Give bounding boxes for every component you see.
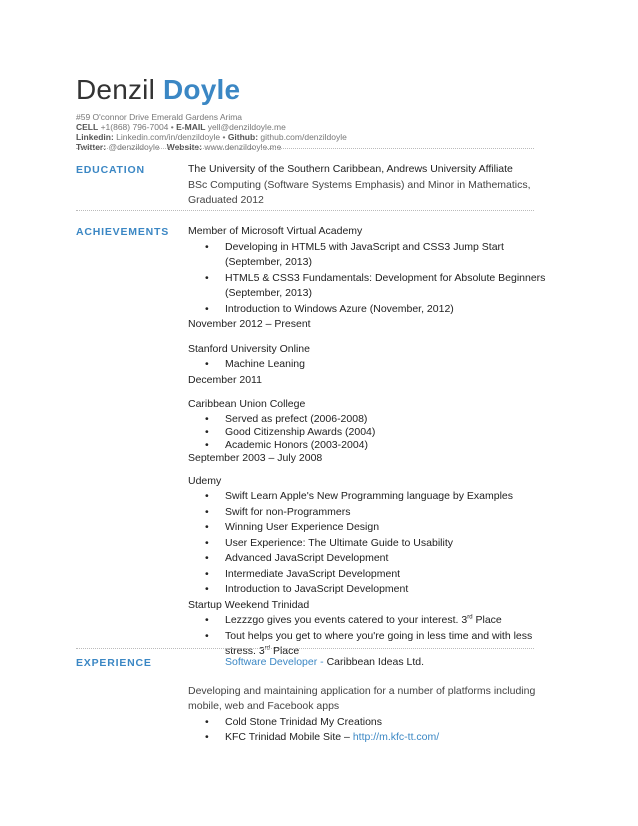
list-item: • Tout helps you get to where you're going in less time and with less stress. 3rd Place <box>188 629 548 660</box>
list-item: • Served as prefect (2006-2008) <box>188 413 548 426</box>
last-name: Doyle <box>163 74 241 105</box>
experience-heading: EXPERIENCE <box>76 657 152 669</box>
list-item: • User Experience: The Ultimate Guide to Usability <box>188 536 548 552</box>
bullet-list <box>188 240 548 318</box>
bullet-list <box>188 413 548 452</box>
twitter-link[interactable]: @denzildoyle <box>108 142 160 152</box>
list-item: • Academic Honors (2003-2004) <box>188 439 548 452</box>
achievement-group <box>188 224 548 333</box>
linkedin-label: Linkedin: <box>76 132 114 142</box>
bullet-list <box>188 357 548 373</box>
achievements-heading: ACHIEVEMENTS <box>76 226 170 238</box>
bullet-list <box>188 715 548 746</box>
kfc-link[interactable]: http://m.kfc-tt.com/ <box>352 731 440 743</box>
contact-block <box>76 112 347 152</box>
list-item: • Developing in HTML5 with JavaScript and CSS3 Jump Start (September, 2013) <box>188 240 548 271</box>
list-item: • HTML5 & CSS3 Fundamentals: Development for Absolute Beginners (September, 2013) <box>188 271 548 302</box>
group-date: September 2003 – July 2008 <box>188 451 323 464</box>
divider <box>76 148 534 149</box>
graduation: Graduated 2012 <box>188 194 264 206</box>
address: #59 O'connor Drive Emerald Gardens Arima <box>76 112 243 122</box>
cell-value: +1(868) 796-7004 <box>100 122 169 132</box>
web-line <box>76 142 347 152</box>
github-link[interactable]: github.com/denzildoyle <box>260 132 347 142</box>
education-content <box>188 162 548 209</box>
website-link[interactable]: www.denzildoyle.me <box>204 142 282 152</box>
achievement-group <box>188 397 548 465</box>
achievement-group <box>188 598 548 660</box>
group-title: Udemy <box>188 474 222 487</box>
list-item: • Winning User Experience Design <box>188 520 548 536</box>
divider <box>76 210 534 211</box>
list-item: • Cold Stone Trinidad My Creations <box>188 715 548 731</box>
achievements-content <box>188 224 548 660</box>
experience-content <box>188 655 548 746</box>
website-label: Website: <box>166 142 202 152</box>
list-item: • Swift Learn Apple's New Programming language by Examples <box>188 489 548 505</box>
email-label: E-MAIL <box>176 122 206 132</box>
list-item <box>188 730 548 746</box>
job-title-line <box>188 655 548 671</box>
group-title: Member of Microsoft Virtual Academy <box>188 225 363 237</box>
degree: BSc Computing (Software Systems Emphasis) and Minor in Mathematics, <box>188 178 531 191</box>
kfc-text: KFC Trinidad Mobile Site – <box>225 731 350 743</box>
divider <box>76 648 534 649</box>
company-name: Caribbean Ideas Ltd. <box>326 656 425 668</box>
group-title: Caribbean Union College <box>188 398 306 410</box>
achievement-group <box>188 474 548 598</box>
list-item: • Introduction to JavaScript Development <box>188 582 548 598</box>
phone-email-line: CELL +1(868) 796-7004 • E-MAIL yell@denzildoyle.me <box>76 122 286 132</box>
job-role: Software Developer - <box>225 656 324 668</box>
list-item: • Good Citizenship Awards (2004) <box>188 426 548 439</box>
first-name: Denzil <box>76 74 156 105</box>
education-heading: EDUCATION <box>76 164 145 176</box>
list-item: • Swift for non-Programmers <box>188 505 548 521</box>
social-line: Linkedin: Linkedin.com/in/denzildoyle • Github: github.com/denzildoyle <box>76 132 347 142</box>
list-item: • Intermediate JavaScript Development <box>188 567 548 583</box>
linkedin-link[interactable]: Linkedin.com/in/denzildoyle <box>116 132 221 142</box>
group-title: Stanford University Online <box>188 342 310 355</box>
group-date: November 2012 – Present <box>188 318 311 330</box>
github-label: Github: <box>227 132 259 142</box>
resume-name <box>76 74 240 106</box>
job-description: Developing and maintaining application for a number of platforms including mobile, web and Facebook apps <box>188 684 536 712</box>
group-title: Startup Weekend Trinidad <box>188 598 310 611</box>
bullet-list <box>188 613 548 660</box>
email-link[interactable]: yell@denzildoyle.me <box>207 122 286 132</box>
list-item: • Introduction to Windows Azure (November, 2012) <box>188 302 548 318</box>
achievement-group <box>188 342 548 389</box>
twitter-label: Twitter: <box>76 142 107 152</box>
school-name: The University of the Southern Caribbean, Andrews University Affiliate <box>188 163 513 175</box>
list-item: • Machine Leaning <box>188 357 548 373</box>
list-item: • Lezzzgo gives you events catered to your interest. 3rd Place <box>188 613 548 629</box>
bullet-list <box>188 489 548 598</box>
cell-label: CELL <box>76 122 99 132</box>
group-date: December 2011 <box>188 373 262 386</box>
list-item: • Advanced JavaScript Development <box>188 551 548 567</box>
